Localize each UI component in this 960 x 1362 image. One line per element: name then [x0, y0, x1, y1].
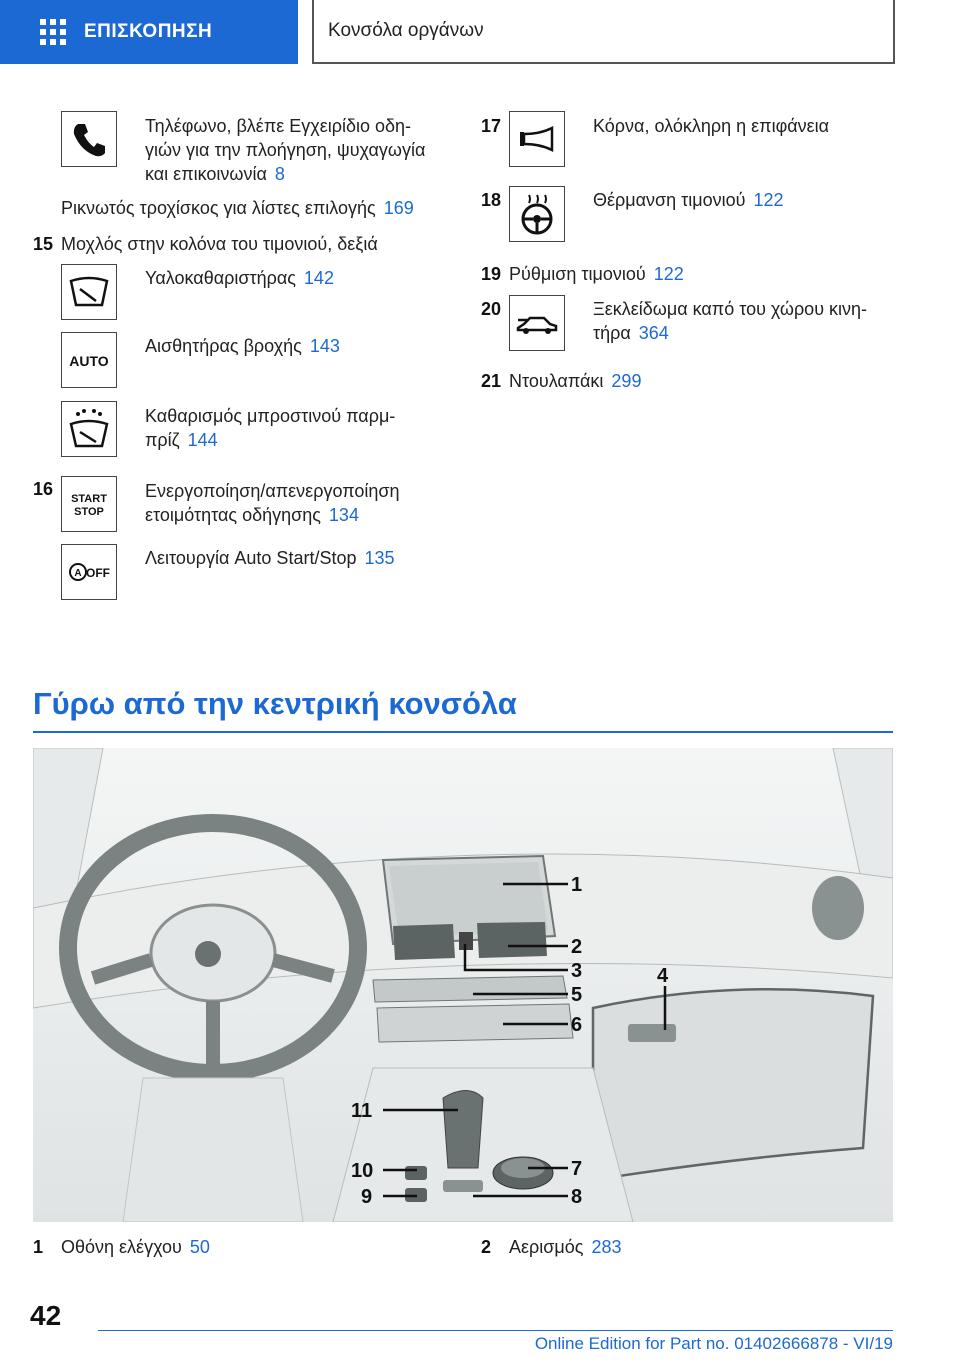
item-18-number: 18: [481, 190, 502, 210]
washer-text-1: Καθαρισμός μπροστινού παρμ-: [145, 406, 396, 426]
legend-1-text: Οθόνη ελέγχου 50: [61, 1237, 210, 1257]
phone-text-3: και επικοινωνία 8: [145, 164, 285, 184]
phone-text-2: γιών για την πλοήγηση, ψυχαγωγία: [145, 140, 426, 160]
auto-start-stop-page-ref[interactable]: 135: [364, 548, 395, 568]
section-title: Γύρω από την κεντρική κονσόλα: [33, 686, 517, 721]
section-breadcrumb[interactable]: [312, 0, 895, 64]
item-19-text: Ρύθμιση τιμονιού 122: [509, 264, 684, 284]
item-17-text: Κόρνα, ολόκληρη η επιφάνεια: [593, 116, 830, 136]
phone-text-1: Τηλέφωνο, βλέπε Εγχειρίδιο οδη-: [145, 116, 412, 136]
item-15-text: Μοχλός στην κολόνα του τιμονιού, δεξιά: [61, 234, 378, 254]
washer-text-2: πρίζ 144: [145, 430, 218, 450]
legend-1-page-ref[interactable]: 50: [189, 1237, 210, 1257]
horn-icon: [509, 111, 565, 167]
item-20-text-1: Ξεκλείδωμα καπό του χώρου κινη-: [593, 299, 868, 319]
wiper-icon: [61, 264, 117, 320]
section-breadcrumb-label: Κονσόλα οργάνων: [328, 20, 484, 41]
wiper-page-ref[interactable]: 142: [303, 268, 334, 288]
svg-text:STOP: STOP: [74, 506, 104, 518]
overview-tab-label: ΕΠΙΣΚΟΠΗΣΗ: [84, 21, 213, 42]
legend-2-text: Αερισμός 283: [509, 1237, 622, 1257]
footer-rule: [98, 1330, 893, 1331]
grid-menu-icon: [40, 19, 66, 45]
auto-start-stop-text: Λειτουργία Auto Start/Stop 135: [145, 548, 395, 568]
item-18-page-ref[interactable]: 122: [753, 190, 784, 210]
legend-1-number: 1: [33, 1237, 44, 1257]
footer-edition: Online Edition for Part no. 01402666878 - VI/19: [534, 1334, 893, 1353]
phone-icon: [61, 111, 117, 167]
callout-9: 9: [361, 1186, 373, 1208]
item-16-number: 16: [33, 479, 54, 499]
callout-10: 10: [351, 1160, 374, 1182]
item-18-text: Θέρμανση τιμονιού 122: [593, 190, 784, 210]
callout-7: 7: [571, 1158, 583, 1180]
item-16-page-ref[interactable]: 134: [328, 505, 359, 525]
svg-text:START: START: [71, 493, 107, 505]
item-19-number: 19: [481, 264, 502, 284]
callout-1: 1: [571, 874, 583, 896]
item-16-text-2: ετοιμότητας οδήγησης 134: [145, 505, 359, 525]
item-20-number: 20: [481, 299, 502, 319]
thumbwheel-text: Ρικνωτός τροχίσκος για λίστες επιλογής 169: [61, 198, 414, 218]
steering-heat-icon: [509, 186, 565, 242]
callout-8: 8: [571, 1186, 583, 1208]
rain-sensor-text: Αισθητήρας βροχής 143: [145, 336, 340, 356]
callout-11: 11: [351, 1100, 373, 1122]
overview-tab[interactable]: [0, 0, 298, 64]
svg-text:A: A: [74, 568, 82, 579]
callout-3: 3: [571, 960, 583, 982]
item-21-number: 21: [481, 371, 502, 391]
washer-page-ref[interactable]: 144: [187, 430, 218, 450]
item-19-page-ref[interactable]: 122: [653, 264, 684, 284]
wiper-text: Υαλοκαθαριστήρας 142: [145, 268, 334, 288]
thumbwheel-page-ref[interactable]: 169: [383, 198, 414, 218]
hood-release-icon: [509, 295, 565, 351]
item-20-text-2: τήρα 364: [593, 323, 669, 343]
item-17-number: 17: [481, 116, 502, 136]
auto-start-stop-off-icon: [61, 544, 117, 600]
item-15-number: 15: [33, 234, 54, 254]
page-number: 42: [30, 1300, 62, 1331]
callout-6: 6: [571, 1014, 583, 1036]
phone-page-ref[interactable]: 8: [274, 164, 285, 184]
item-20-page-ref[interactable]: 364: [638, 323, 669, 343]
section-rule: [33, 731, 893, 733]
callout-4: 4: [657, 965, 669, 987]
legend-2-number: 2: [481, 1237, 492, 1257]
center-console-illustration: [33, 748, 893, 1222]
rain-sensor-page-ref[interactable]: 143: [309, 336, 340, 356]
item-16-text-1: Ενεργοποίηση/απενεργοποίηση: [145, 481, 400, 501]
callout-5: 5: [571, 984, 583, 1006]
item-21-text: Ντουλαπάκι 299: [509, 371, 642, 391]
item-21-page-ref[interactable]: 299: [611, 371, 642, 391]
legend-2-page-ref[interactable]: 283: [591, 1237, 622, 1257]
callout-2: 2: [571, 936, 583, 958]
svg-text:OFF: OFF: [86, 566, 110, 580]
rain-sensor-icon: [61, 332, 117, 388]
svg-text:AUTO: AUTO: [69, 353, 109, 369]
washer-icon: [61, 401, 117, 457]
start-stop-icon: [61, 476, 117, 532]
